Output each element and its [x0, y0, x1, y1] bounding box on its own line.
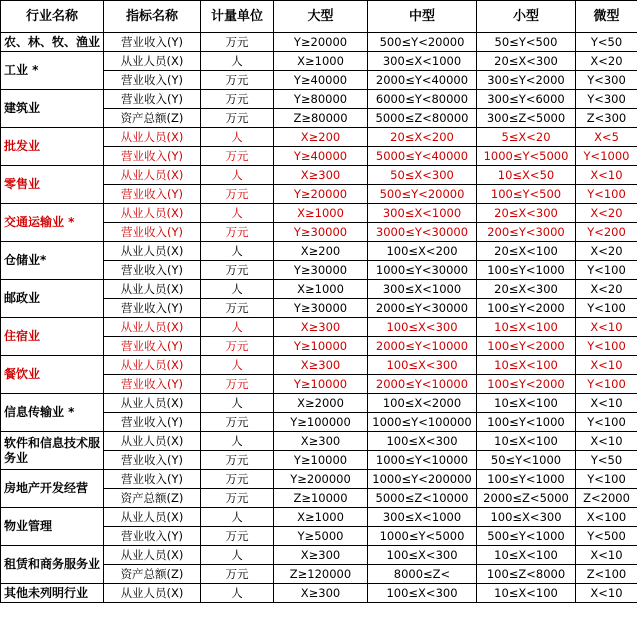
industry-name-cell: 软件和信息技术服务业: [1, 432, 104, 470]
unit-cell: 人: [201, 52, 274, 71]
large-cell: X≥1000: [274, 52, 368, 71]
header-industry: 行业名称: [1, 1, 104, 33]
micro-cell: Y<100: [576, 337, 637, 356]
unit-cell: 人: [201, 546, 274, 565]
micro-cell: Z<300: [576, 109, 637, 128]
small-cell: 50≤Y<500: [477, 33, 576, 52]
medium-cell: 50≤X<300: [368, 166, 477, 185]
unit-cell: 人: [201, 432, 274, 451]
indicator-cell: 营业收入(Y): [104, 223, 201, 242]
medium-cell: 100≤X<300: [368, 318, 477, 337]
unit-cell: 万元: [201, 33, 274, 52]
micro-cell: Y<200: [576, 223, 637, 242]
table-row: [1, 546, 637, 565]
indicator-cell: 资产总额(Z): [104, 489, 201, 508]
header-row: [1, 1, 637, 33]
large-cell: Y≥10000: [274, 375, 368, 394]
unit-cell: 万元: [201, 261, 274, 280]
industry-name-cell: 房地产开发经营: [1, 470, 104, 508]
micro-cell: X<20: [576, 204, 637, 223]
industry-name-cell: 零售业: [1, 166, 104, 204]
large-cell: Y≥10000: [274, 451, 368, 470]
medium-cell: 5000≤Z<10000: [368, 489, 477, 508]
micro-cell: X<10: [576, 584, 637, 603]
industry-name-cell: 工业 *: [1, 52, 104, 90]
header-small: 小型: [477, 1, 576, 33]
header-medium: 中型: [368, 1, 477, 33]
unit-cell: 万元: [201, 527, 274, 546]
table-row: [1, 33, 637, 52]
small-cell: 5≤X<20: [477, 128, 576, 147]
indicator-cell: 从业人员(X): [104, 166, 201, 185]
medium-cell: 100≤X<300: [368, 356, 477, 375]
small-cell: 10≤X<100: [477, 356, 576, 375]
micro-cell: Y<500: [576, 527, 637, 546]
small-cell: 10≤X<100: [477, 318, 576, 337]
large-cell: X≥1000: [274, 280, 368, 299]
large-cell: X≥300: [274, 584, 368, 603]
table-row: [1, 204, 637, 223]
micro-cell: X<10: [576, 546, 637, 565]
small-cell: 100≤Z<8000: [477, 565, 576, 584]
table-row: [1, 90, 637, 109]
header-unit: 计量单位: [201, 1, 274, 33]
table-body: [1, 33, 637, 603]
large-cell: X≥300: [274, 546, 368, 565]
small-cell: 100≤Y<2000: [477, 299, 576, 318]
indicator-cell: 从业人员(X): [104, 584, 201, 603]
micro-cell: X<10: [576, 394, 637, 413]
large-cell: X≥300: [274, 318, 368, 337]
large-cell: Y≥30000: [274, 261, 368, 280]
indicator-cell: 营业收入(Y): [104, 470, 201, 489]
medium-cell: 20≤X<200: [368, 128, 477, 147]
industry-name-cell: 物业管理: [1, 508, 104, 546]
table-row: [1, 584, 637, 603]
medium-cell: 1000≤Y<10000: [368, 451, 477, 470]
unit-cell: 人: [201, 280, 274, 299]
industry-name-cell: 批发业: [1, 128, 104, 166]
large-cell: X≥300: [274, 356, 368, 375]
indicator-cell: 从业人员(X): [104, 52, 201, 71]
industry-name-cell: 邮政业: [1, 280, 104, 318]
small-cell: 20≤X<300: [477, 52, 576, 71]
large-cell: X≥2000: [274, 394, 368, 413]
small-cell: 100≤Y<2000: [477, 375, 576, 394]
large-cell: X≥300: [274, 166, 368, 185]
unit-cell: 万元: [201, 299, 274, 318]
unit-cell: 万元: [201, 90, 274, 109]
unit-cell: 人: [201, 508, 274, 527]
table-row: [1, 318, 637, 337]
table-row: [1, 508, 637, 527]
unit-cell: 人: [201, 204, 274, 223]
small-cell: 300≤Y<6000: [477, 90, 576, 109]
unit-cell: 万元: [201, 489, 274, 508]
table-row: [1, 356, 637, 375]
medium-cell: 300≤X<1000: [368, 280, 477, 299]
small-cell: 300≤Z<5000: [477, 109, 576, 128]
indicator-cell: 从业人员(X): [104, 128, 201, 147]
unit-cell: 万元: [201, 375, 274, 394]
table-row: [1, 470, 637, 489]
large-cell: X≥200: [274, 242, 368, 261]
indicator-cell: 营业收入(Y): [104, 451, 201, 470]
unit-cell: 万元: [201, 413, 274, 432]
small-cell: 2000≤Z<5000: [477, 489, 576, 508]
indicator-cell: 从业人员(X): [104, 280, 201, 299]
indicator-cell: 营业收入(Y): [104, 90, 201, 109]
large-cell: Z≥80000: [274, 109, 368, 128]
small-cell: 300≤Y<2000: [477, 71, 576, 90]
medium-cell: 1000≤Y<200000: [368, 470, 477, 489]
micro-cell: Z<2000: [576, 489, 637, 508]
medium-cell: 100≤X<200: [368, 242, 477, 261]
unit-cell: 万元: [201, 470, 274, 489]
indicator-cell: 从业人员(X): [104, 242, 201, 261]
indicator-cell: 营业收入(Y): [104, 71, 201, 90]
unit-cell: 万元: [201, 71, 274, 90]
medium-cell: 100≤X<300: [368, 546, 477, 565]
large-cell: Y≥5000: [274, 527, 368, 546]
indicator-cell: 营业收入(Y): [104, 185, 201, 204]
small-cell: 100≤X<300: [477, 508, 576, 527]
micro-cell: Y<100: [576, 299, 637, 318]
medium-cell: 2000≤Y<30000: [368, 299, 477, 318]
indicator-cell: 营业收入(Y): [104, 413, 201, 432]
small-cell: 20≤X<300: [477, 280, 576, 299]
table-row: [1, 280, 637, 299]
unit-cell: 万元: [201, 565, 274, 584]
industry-name-cell: 其他未列明行业: [1, 584, 104, 603]
unit-cell: 万元: [201, 451, 274, 470]
medium-cell: 3000≤Y<30000: [368, 223, 477, 242]
indicator-cell: 从业人员(X): [104, 204, 201, 223]
small-cell: 20≤X<100: [477, 242, 576, 261]
small-cell: 200≤Y<3000: [477, 223, 576, 242]
unit-cell: 万元: [201, 337, 274, 356]
large-cell: Y≥20000: [274, 185, 368, 204]
indicator-cell: 营业收入(Y): [104, 375, 201, 394]
medium-cell: 100≤X<300: [368, 584, 477, 603]
large-cell: Z≥10000: [274, 489, 368, 508]
indicator-cell: 从业人员(X): [104, 546, 201, 565]
large-cell: Y≥100000: [274, 413, 368, 432]
industry-name-cell: 建筑业: [1, 90, 104, 128]
industry-name-cell: 租赁和商务服务业: [1, 546, 104, 584]
unit-cell: 万元: [201, 223, 274, 242]
table-row: [1, 52, 637, 71]
medium-cell: 5000≤Z<80000: [368, 109, 477, 128]
micro-cell: X<5: [576, 128, 637, 147]
medium-cell: 1000≤Y<5000: [368, 527, 477, 546]
medium-cell: 6000≤Y<80000: [368, 90, 477, 109]
medium-cell: 500≤Y<20000: [368, 33, 477, 52]
micro-cell: Y<50: [576, 33, 637, 52]
small-cell: 500≤Y<1000: [477, 527, 576, 546]
unit-cell: 万元: [201, 147, 274, 166]
micro-cell: X<20: [576, 242, 637, 261]
unit-cell: 人: [201, 318, 274, 337]
indicator-cell: 营业收入(Y): [104, 337, 201, 356]
industry-name-cell: 餐饮业: [1, 356, 104, 394]
medium-cell: 8000≤Z<: [368, 565, 477, 584]
micro-cell: Y<100: [576, 261, 637, 280]
small-cell: 10≤X<100: [477, 584, 576, 603]
medium-cell: 300≤X<1000: [368, 204, 477, 223]
medium-cell: 2000≤Y<10000: [368, 337, 477, 356]
micro-cell: Y<300: [576, 71, 637, 90]
small-cell: 1000≤Y<5000: [477, 147, 576, 166]
small-cell: 100≤Y<1000: [477, 261, 576, 280]
micro-cell: X<20: [576, 52, 637, 71]
medium-cell: 5000≤Y<40000: [368, 147, 477, 166]
table-row: [1, 242, 637, 261]
medium-cell: 100≤X<2000: [368, 394, 477, 413]
unit-cell: 人: [201, 242, 274, 261]
micro-cell: Y<100: [576, 185, 637, 204]
small-cell: 100≤Y<1000: [477, 413, 576, 432]
small-cell: 10≤X<100: [477, 546, 576, 565]
industry-name-cell: 信息传输业 *: [1, 394, 104, 432]
micro-cell: Y<50: [576, 451, 637, 470]
large-cell: Y≥40000: [274, 71, 368, 90]
micro-cell: X<10: [576, 166, 637, 185]
large-cell: Y≥80000: [274, 90, 368, 109]
table-row: [1, 432, 637, 451]
micro-cell: Y<100: [576, 413, 637, 432]
unit-cell: 人: [201, 166, 274, 185]
header-large: 大型: [274, 1, 368, 33]
header-indicator: 指标名称: [104, 1, 201, 33]
large-cell: Y≥200000: [274, 470, 368, 489]
unit-cell: 万元: [201, 185, 274, 204]
large-cell: X≥1000: [274, 204, 368, 223]
industry-name-cell: 仓储业*: [1, 242, 104, 280]
table-row: [1, 394, 637, 413]
small-cell: 10≤X<50: [477, 166, 576, 185]
indicator-cell: 营业收入(Y): [104, 33, 201, 52]
medium-cell: 2000≤Y<40000: [368, 71, 477, 90]
indicator-cell: 资产总额(Z): [104, 109, 201, 128]
micro-cell: X<10: [576, 356, 637, 375]
micro-cell: Y<100: [576, 470, 637, 489]
large-cell: Y≥40000: [274, 147, 368, 166]
table-row: [1, 128, 637, 147]
large-cell: Z≥120000: [274, 565, 368, 584]
small-cell: 100≤Y<1000: [477, 470, 576, 489]
indicator-cell: 从业人员(X): [104, 432, 201, 451]
medium-cell: 300≤X<1000: [368, 508, 477, 527]
indicator-cell: 从业人员(X): [104, 356, 201, 375]
table-row: [1, 166, 637, 185]
large-cell: Y≥30000: [274, 299, 368, 318]
small-cell: 100≤Y<2000: [477, 337, 576, 356]
micro-cell: Y<1000: [576, 147, 637, 166]
small-cell: 10≤X<100: [477, 394, 576, 413]
micro-cell: X<100: [576, 508, 637, 527]
unit-cell: 人: [201, 356, 274, 375]
indicator-cell: 营业收入(Y): [104, 261, 201, 280]
industry-name-cell: 交通运输业 *: [1, 204, 104, 242]
micro-cell: Y<100: [576, 375, 637, 394]
medium-cell: 1000≤Y<100000: [368, 413, 477, 432]
large-cell: Y≥20000: [274, 33, 368, 52]
large-cell: Y≥30000: [274, 223, 368, 242]
micro-cell: X<10: [576, 432, 637, 451]
small-cell: 10≤X<100: [477, 432, 576, 451]
medium-cell: 100≤X<300: [368, 432, 477, 451]
indicator-cell: 从业人员(X): [104, 508, 201, 527]
unit-cell: 人: [201, 584, 274, 603]
header-micro: 微型: [576, 1, 637, 33]
indicator-cell: 营业收入(Y): [104, 147, 201, 166]
medium-cell: 1000≤Y<30000: [368, 261, 477, 280]
large-cell: X≥300: [274, 432, 368, 451]
large-cell: X≥1000: [274, 508, 368, 527]
micro-cell: Y<300: [576, 90, 637, 109]
indicator-cell: 从业人员(X): [104, 318, 201, 337]
indicator-cell: 从业人员(X): [104, 394, 201, 413]
micro-cell: X<20: [576, 280, 637, 299]
small-cell: 20≤X<300: [477, 204, 576, 223]
medium-cell: 300≤X<1000: [368, 52, 477, 71]
micro-cell: X<10: [576, 318, 637, 337]
unit-cell: 人: [201, 128, 274, 147]
medium-cell: 500≤Y<20000: [368, 185, 477, 204]
industry-name-cell: 农、林、牧、渔业: [1, 33, 104, 52]
indicator-cell: 营业收入(Y): [104, 527, 201, 546]
indicator-cell: 资产总额(Z): [104, 565, 201, 584]
unit-cell: 人: [201, 394, 274, 413]
small-cell: 100≤Y<500: [477, 185, 576, 204]
large-cell: X≥200: [274, 128, 368, 147]
large-cell: Y≥10000: [274, 337, 368, 356]
medium-cell: 2000≤Y<10000: [368, 375, 477, 394]
unit-cell: 万元: [201, 109, 274, 128]
indicator-cell: 营业收入(Y): [104, 299, 201, 318]
industry-name-cell: 住宿业: [1, 318, 104, 356]
micro-cell: Z<100: [576, 565, 637, 584]
small-cell: 50≤Y<1000: [477, 451, 576, 470]
